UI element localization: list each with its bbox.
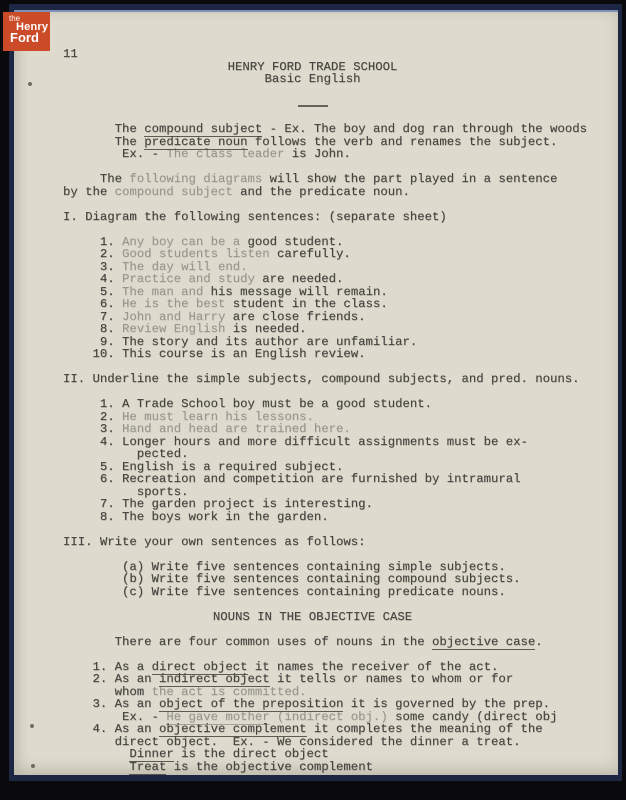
- logo-text-henry: Henry: [16, 21, 49, 33]
- doc-line: (c) Write five sentences containing predicate nouns.: [63, 584, 506, 599]
- doc-line: The compound subject - Ex. The boy and dog ran through the woods: [63, 122, 587, 136]
- doc-line: 4. Longer hours and more difficult assignments must be ex-: [63, 434, 528, 449]
- section-i-heading: I. Diagram the following sentences: (separate sheet): [63, 209, 447, 224]
- doc-line: 2. As an indirect object it tells or names to whom or for: [63, 672, 514, 686]
- doc-line: Ex. - He gave mother (indirect obj.) some candy (direct obj: [63, 709, 558, 724]
- doc-line: 4. As an objective complement it completes the meaning of the: [63, 722, 543, 736]
- section-heading-objective-case: NOUNS IN THE OBJECTIVE CASE: [212, 609, 413, 624]
- doc-line: (a) Write five sentences containing simple subjects.: [63, 559, 506, 574]
- doc-line: sports.: [63, 484, 189, 499]
- doc-line: 9. The story and its author are unfamiliar.: [63, 334, 418, 349]
- doc-line: 10. This course is an English review.: [63, 347, 366, 361]
- title-divider: [63, 98, 610, 111]
- doc-line: 4. Practice and study are needed.: [63, 272, 344, 286]
- doc-line: The predicate noun follows the verb and renames the subject.: [63, 134, 558, 149]
- logo-text-the: the: [9, 14, 21, 23]
- subtitle: Basic English: [264, 72, 361, 86]
- doc-line: 7. The garden project is interesting.: [63, 497, 373, 511]
- divider-line: [298, 101, 328, 107]
- doc-line: 2. He must learn his lessons.: [63, 409, 314, 424]
- doc-line: Dinner is the direct object: [129, 747, 329, 761]
- doc-line: 1. A Trade School boy must be a good student.: [63, 397, 432, 411]
- section-iii-heading: III. Write your own sentences as follows:: [63, 534, 366, 549]
- page-speck: [30, 724, 34, 728]
- doc-line: (b) Write five sentences containing compound subjects.: [63, 572, 521, 586]
- doc-line: 1. Any boy can be a good student.: [63, 234, 344, 249]
- logo-text-ford: Ford: [10, 30, 39, 45]
- doc-line: direct object. Ex. - We considered the dinner a treat.: [63, 734, 521, 749]
- page-speck: [28, 82, 32, 86]
- doc-line: 7. John and Harry are close friends.: [63, 309, 366, 324]
- doc-line: [63, 86, 610, 99]
- title: HENRY FORD TRADE SCHOOL: [227, 59, 398, 74]
- doc-line: 2. Good students listen carefully.: [63, 247, 351, 261]
- page-number: 11: [63, 47, 78, 61]
- page-speck: [31, 764, 35, 768]
- doc-line: 5. English is a required subject.: [63, 459, 344, 474]
- section-ii-heading: II. Underline the simple subjects, compound subjects, and pred. nouns.: [63, 372, 580, 386]
- document-page: [14, 10, 618, 775]
- doc-line: 3. As an object of the preposition it is governed by the prep.: [63, 697, 551, 711]
- henry-ford-logo: [3, 12, 50, 51]
- doc-line: The following diagrams will show the part played in a sentence: [63, 172, 558, 186]
- doc-line: 6. He is the best student in the class.: [63, 297, 388, 311]
- doc-line: Treat is the objective complement: [129, 759, 373, 774]
- doc-line: 6. Recreation and competition are furnished by intramural: [63, 472, 521, 486]
- document-text: [63, 48, 610, 773]
- doc-line: by the compound subject and the predicate noun.: [63, 184, 410, 199]
- doc-line: 3. The day will end.: [63, 259, 248, 274]
- doc-line: There are four common uses of nouns in the objective case.: [63, 634, 543, 649]
- doc-line: Ex. - The class leader is John.: [63, 147, 351, 161]
- doc-line: 1. As a direct object it names the receiver of the act.: [63, 659, 499, 674]
- doc-line: pected.: [63, 447, 189, 461]
- doc-line: 5. The man and his message will remain.: [63, 284, 388, 299]
- doc-line: whom the act is committed.: [63, 684, 307, 699]
- doc-line: 3. Hand and head are trained here.: [63, 422, 351, 436]
- doc-line: 8. Review English is needed.: [63, 322, 307, 336]
- doc-line: 8. The boys work in the garden.: [63, 509, 329, 524]
